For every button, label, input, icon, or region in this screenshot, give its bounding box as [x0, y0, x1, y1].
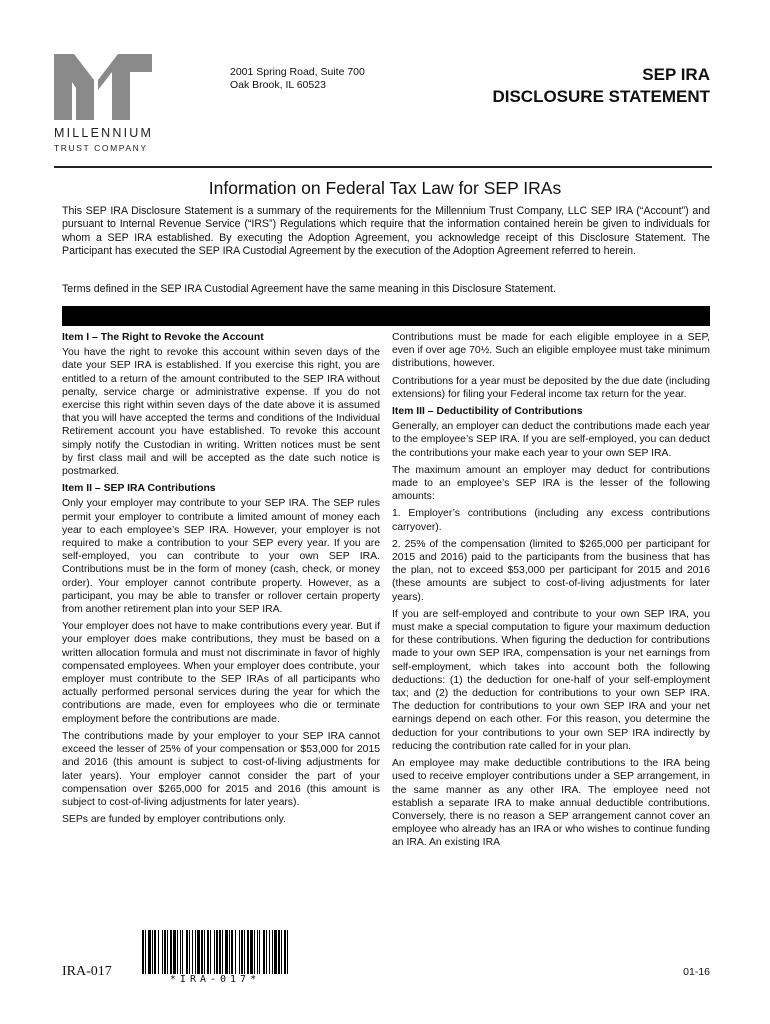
address-line-2: Oak Brook, IL 60523: [230, 79, 326, 91]
right-paragraph-1: Contributions must be made for each eligible employee in a SEP, even if over age 70½. Such an eligible employee must take minimum distributions, however.: [392, 332, 710, 370]
header-divider: [54, 166, 712, 168]
right-column: [392, 331, 710, 854]
intro-paragraph: This SEP IRA Disclosure Statement is a summary of the requirements for the Millennium Trust Company, LLC SEP IRA (“Account”) and pursuant to Internal Revenue Service (“IRS”) Regulations which require that the information contained herein be given to individuals for whom a SEP IRA established. By executing the Adoption Agreement, you acknowledge receipt of this Disclosure Statement. The Participant has executed the SEP IRA Custodial Agreement by the execution of the Adoption Agreement referred to herein.: [62, 205, 710, 258]
form-number: IRA-017: [62, 964, 112, 979]
item1-heading: Item I – The Right to Revoke the Account: [62, 332, 264, 343]
main-title: Information on Federal Tax Law for SEP IRAs: [208, 178, 562, 198]
item3-heading: Item III – Deductibility of Contributions: [392, 406, 583, 418]
right-paragraph-6: 2. 25% of the compensation (limited to $265,000 per participant for 2015 and 2016) paid to the participants from the business that has the plan, not to exceed $53,000 per participant for 2015 and 2016 (these amounts are subject to cost-of-living adjustments for later years).: [392, 538, 710, 603]
item1-paragraph: You have the right to revoke this account within seven days of the date your SEP IRA is established. If you exercise this right, you are entitled to a return of the amount contributed to the SEP IRA without penalty, service charge or administrative expense. If you do not exercise this right within seven days of the date above it is assumed that you will have accepted the terms and conditions of the Individual Retirement account you have established. To revoke this account simply notify the Custodian in writing. Written notices must be sent by first class mail and will be accepted as the date such notice is postmarked.: [62, 347, 380, 478]
left-column: [62, 331, 380, 830]
item2-paragraph-2: Your employer does not have to make contributions every year. But if your employer does make contributions, they must be based on a written allocation formula and must not discriminate in favor of highly compensated employees. When your employer does contribute, your employer must contribute to the SEP IRAs of all participants who actually performed personal services during the year for which the contributions are made, even for employees who die or terminate employment before the contributions are made.: [62, 621, 380, 725]
mt-logo-icon: [54, 54, 152, 120]
item2-paragraph-4: SEPs are funded by employer contributions only.: [62, 814, 286, 826]
title-line-1: SEP IRA: [642, 65, 710, 84]
right-paragraph-8: An employee may make deductible contributions to the IRA being used to receive employer contributions under a SEP arrangement, in the same manner as any other IRA. The employee need not establish a separate IRA to make annual deductible contributions. Conversely, there is no reason a SEP arrangement cannot cover an employee who already has an IRA or who wishes to continue funding an IRA. An existing IRA: [392, 758, 710, 849]
logo-name: MILLENNIUM: [54, 126, 154, 140]
right-paragraph-4: The maximum amount an employer may deduct for contributions made to an employee’s SEP IRA is the lesser of the following amounts:: [392, 464, 710, 503]
document-title: [492, 64, 710, 108]
barcode-icon: [142, 930, 288, 974]
item2-paragraph-1: Only your employer may contribute to your SEP IRA. The SEP rules permit your employer to contribute a limited amount of money each year to each employee’s SEP IRA. However, your employer is not required to make a contribution to your SEP every year. If you are self-employed, you can contribute to your own SEP IRA. Contributions must be in the form of money (cash, check, or money order). Your employer cannot contribute property. However, as a participant, you may be able to transfer or rollover certain property from another retirement plan into your SEP IRA.: [62, 498, 380, 616]
item2-heading: Item II – SEP IRA Contributions: [62, 483, 216, 495]
terms-paragraph: Terms defined in the SEP IRA Custodial Agreement have the same meaning in this Disclosure Statement.: [62, 283, 556, 295]
title-line-2: DISCLOSURE STATEMENT: [492, 87, 710, 106]
barcode-text: *IRA-017*: [169, 974, 261, 985]
right-paragraph-5: 1. Employer’s contributions (including any excess contributions carryover).: [392, 508, 710, 533]
right-paragraph-3: Generally, an employer can deduct the contributions made each year to the employee’s SEP IRA. If you are self-employed, you can deduct the contributions your make each year to your own SEP IRA.: [392, 421, 710, 459]
item2-paragraph-3: The contributions made by your employer to your SEP IRA cannot exceed the lesser of 25% of your compensation or $53,000 for 2015 and 2016 (this amount is subject to cost-of-living adjustments for later years). Your employer cannot consider the part of your compensation over $265,000 for 2015 and 2016 (this amount is subject to cost-of-living adjustments for later years).: [62, 730, 380, 808]
company-address: [230, 66, 365, 92]
right-paragraph-2: Contributions for a year must be deposited by the due date (including extensions) for filing your Federal income tax return for the year.: [392, 375, 710, 400]
company-logo: [54, 54, 174, 153]
revision-date: 01-16: [683, 966, 710, 978]
right-paragraph-7: If you are self-employed and contribute to your own SEP IRA, you must make a special computation to figure your maximum deduction for these contributions. When figuring the deduction for contributions made to your own SEP IRA, compensation is your net earnings from self-employment, which takes into account both the following deductions: (1) the deduction for one-half of your self-employment tax; and (2) the deduction for contributions to your own SEP IRA. The deduction for contributions to your own SEP IRA and your net earnings depend on each other. For this reason, you determine the deduction for your contributions to your own SEP IRA indirectly by reducing the contribution rate called for in your plan.: [392, 608, 710, 752]
address-line-1: 2001 Spring Road, Suite 700: [230, 66, 365, 78]
logo-subtitle: TRUST COMPANY: [54, 143, 148, 153]
section-bar: [62, 306, 710, 326]
